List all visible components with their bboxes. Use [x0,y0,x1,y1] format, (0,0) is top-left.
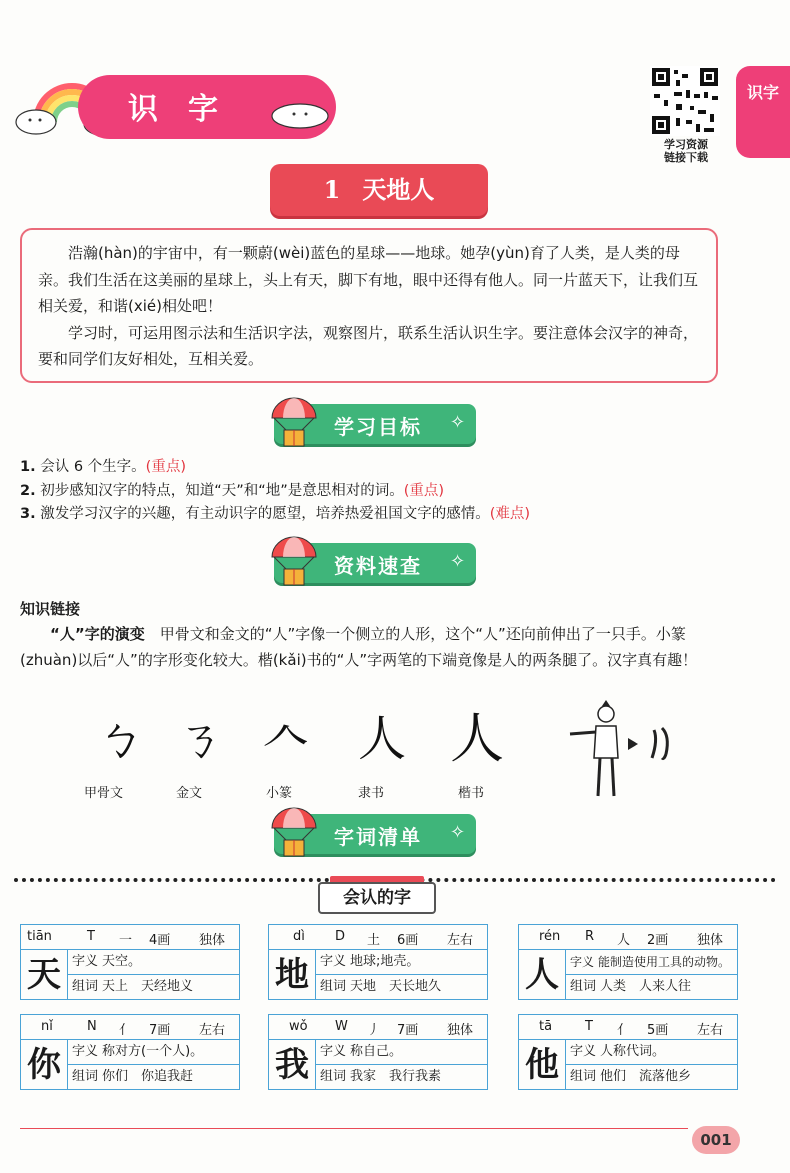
label-regular: 楷书 [458,786,485,801]
list-item: 3. 激发学习汉字的兴趣，有主动识字的愿望，培养热爱祖国文字的感情。(难点) [20,506,531,522]
glyph-regular: 人 [450,707,504,770]
sparkle-icon: ✧ [450,551,466,572]
side-tab: 识字 [736,66,790,158]
char-card: tā T 亻 5画 左右 他 字义 人称代词。 组词 他们 流落他乡 [518,1014,738,1096]
list-item: 1. 会认 6 个生字。(重点) [20,459,186,475]
char-glyph: 人 [518,950,566,1000]
qr-code-icon[interactable] [650,66,720,136]
qr-caption: 学习资源 链接下载 [664,138,708,164]
label-seal: 小篆 [266,786,293,801]
reference-banner: 资料速查 ✧ [274,543,478,587]
glyph-clerical: 人 [358,711,407,767]
label-oracle: 甲骨文 [84,786,124,801]
person-illustration-icon [566,700,686,800]
char-card: dì D 土 6画 左右 地 字义 地球;地壳。 组词 天地 天长地久 [268,924,488,1006]
intro-paragraph: 浩瀚(hàn)的宇宙中，有一颗蔚(wèi)蓝色的星球——地球。她孕(yùn)育了人类，是人类的母亲。我们生活在这美丽的星球上，头上有天，脚下有地，眼中还得有他人。同一片蓝天下，让我们互相关爱，和谐(xié)相处吧！ [38,244,699,315]
sparkle-icon: ✧ [450,822,466,843]
char-glyph: 天 [20,950,68,1000]
goals-banner: 学习目标 ✧ [274,404,478,448]
parachute-gift-icon [268,535,320,587]
goals-list [20,456,530,527]
char-glyph: 他 [518,1040,566,1090]
known-chars-label: 会认的字 [318,882,436,914]
footer-line [20,1128,688,1129]
label-bronze: 金文 [176,786,203,801]
intro-box [20,228,718,383]
char-glyph: 你 [20,1040,68,1090]
cloud-icon [268,94,332,130]
char-card: nǐ N 亻 7画 左右 你 字义 称对方(一个人)。 组词 你们 你追我赶 [20,1014,240,1096]
parachute-gift-icon [268,396,320,448]
char-glyph: 我 [268,1040,316,1090]
page-number: 001 [692,1126,740,1154]
label-clerical: 隶书 [358,786,385,801]
char-card: tiān T 一 4画 独体 天 字义 天空。 组词 天上 天经地义 [20,924,240,1006]
char-glyph: 地 [268,950,316,1000]
lesson-title: 1 天地人 [270,164,488,216]
parachute-gift-icon [268,806,320,858]
char-card: rén R 人 2画 独体 人 字义 能制造使用工具的动物。 组词 人类 人来人往 [518,924,738,1006]
char-card: wǒ W 丿 7画 独体 我 字义 称自己。 组词 我家 我行我素 [268,1014,488,1096]
glyph-bronze: ㄋ [176,711,225,767]
list-item: 2. 初步感知汉字的特点，知道“天”和“地”是意思相对的词。(重点) [20,482,445,499]
glyph-seal: 𠆢 [262,711,311,767]
intro-paragraph: 学习时，可运用图示法和生活识字法，观察图片，联系生活认识生字。要注意体会汉字的神奇，要和同学们友好相处，互相关爱。 [38,323,699,368]
sparkle-icon: ✧ [450,412,466,433]
words-banner: 字词清单 ✧ [274,814,478,858]
knowledge-heading: 知识链接 [20,600,81,618]
knowledge-text: “人”字的演变 甲骨文和金文的“人”字像一个侧立的人形，这个“人”还向前伸出了一只手。小篆(zhuàn)以后“人”的字形变化较大。楷(kǎi)书的“人”字两笔的下端竟像是人的两条腿了。汉字真有趣！ [20,625,698,669]
section-title: 识字 [128,92,248,127]
glyph-oracle: ㄅ [96,711,145,767]
